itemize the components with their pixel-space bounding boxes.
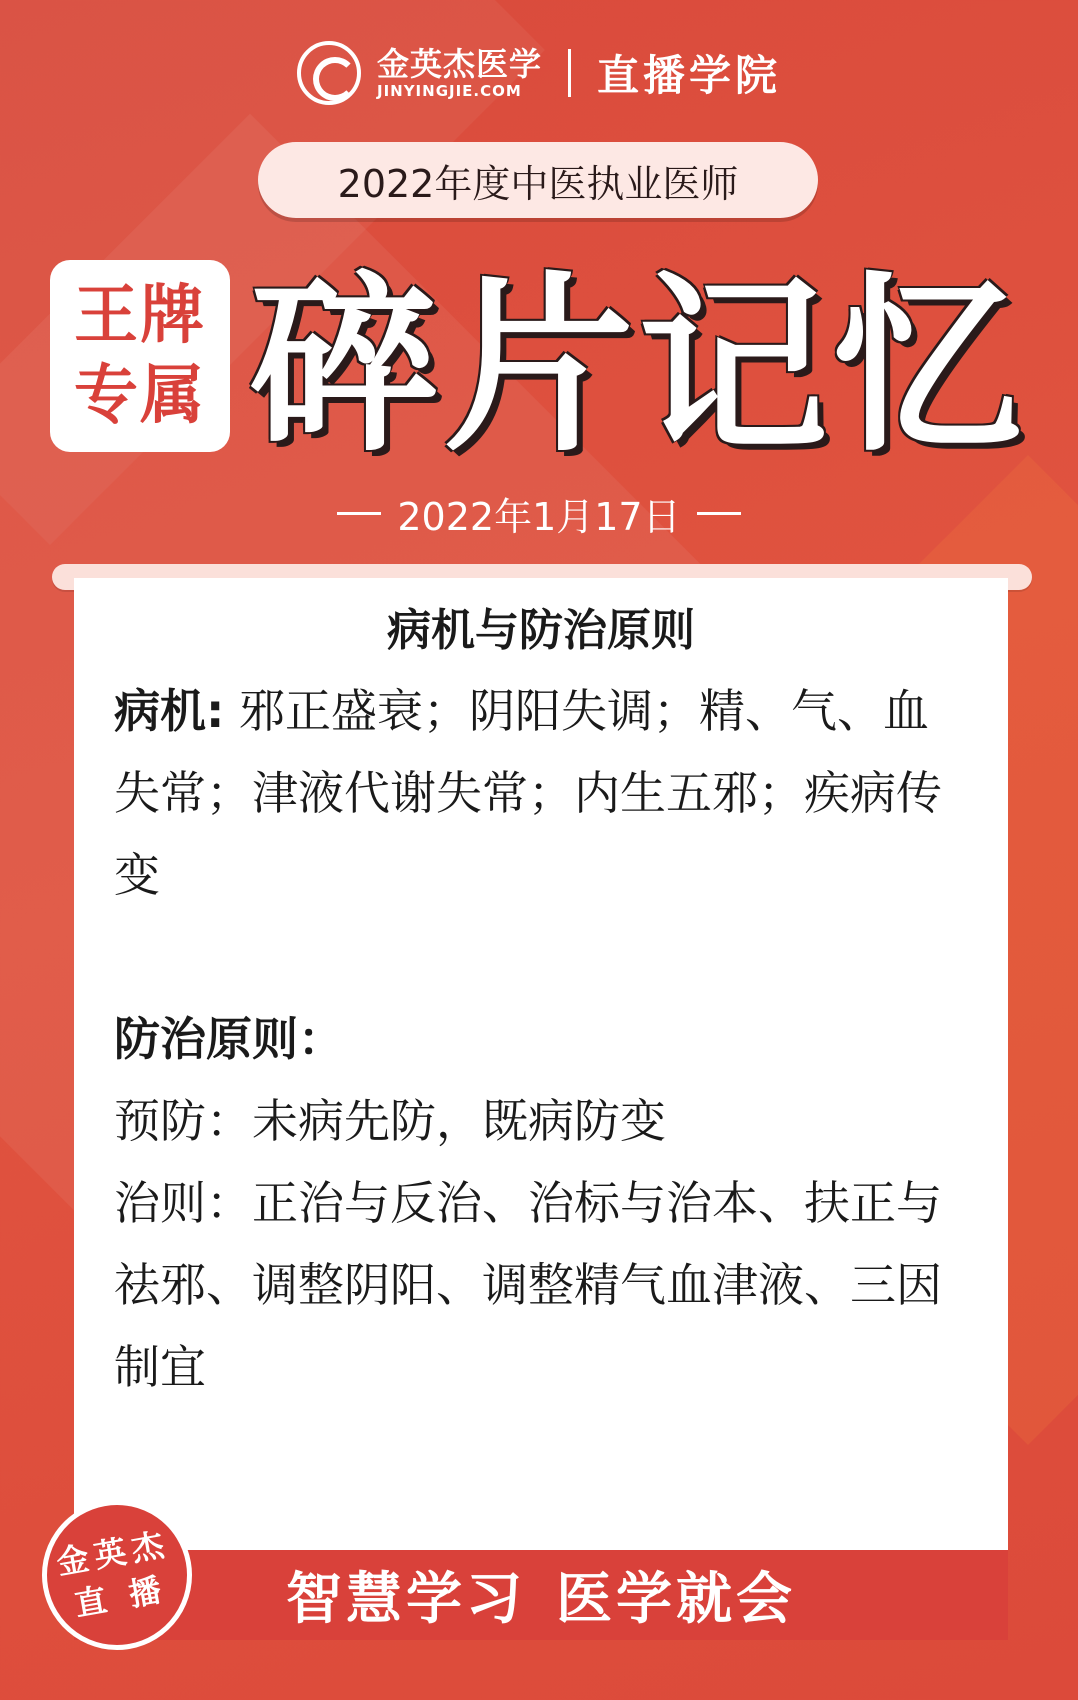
badge-line-1: 王牌: [74, 279, 206, 353]
brand-text: [377, 46, 542, 100]
stamp-line-2: 直 播: [71, 1569, 170, 1624]
header-divider: [568, 49, 571, 97]
pathogenesis-paragraph: [114, 670, 974, 916]
divider: [697, 512, 741, 515]
brand-name-cn: 金英杰医学: [376, 45, 542, 83]
card-title: 病机与防治原则: [387, 605, 695, 656]
date-line: [0, 488, 1078, 538]
brand-name-en: JINYINGJIE.COM: [376, 82, 522, 100]
badge-line-2: 专属: [74, 359, 206, 433]
divider: [337, 512, 381, 515]
footer-slogan-right: 医学就会: [556, 1567, 796, 1632]
header: [0, 38, 1078, 108]
badge: [50, 260, 230, 452]
content-card: [74, 578, 1008, 1628]
treatment-text: 治则：正治与反治、治标与治本、扶正与祛邪、调整阴阳、调整精气血津液、三因制宜: [114, 1176, 942, 1394]
stamp-line-1: 金英杰: [53, 1524, 173, 1582]
principles-label: 防治原则：: [114, 1012, 344, 1066]
academy-name: 直播学院: [597, 51, 782, 100]
brand-logo-icon: [297, 41, 361, 105]
pathogenesis-label: 病机:: [114, 684, 225, 738]
footer-slogan-left: 智慧学习: [286, 1567, 526, 1632]
card-body: [114, 670, 974, 1408]
footer-banner: [74, 1550, 1008, 1640]
prevention-text: 预防：未病先防，既病防变: [114, 1094, 666, 1148]
date: 2022年1月17日: [397, 494, 681, 539]
page-title: 碎片记忆: [250, 255, 1027, 477]
pathogenesis-text: 邪正盛衰；阴阳失调；精、气、血失常；津液代谢失常；内生五邪；疾病传变: [114, 684, 942, 902]
exam-pill: 2022年度中医执业医师: [258, 142, 818, 218]
